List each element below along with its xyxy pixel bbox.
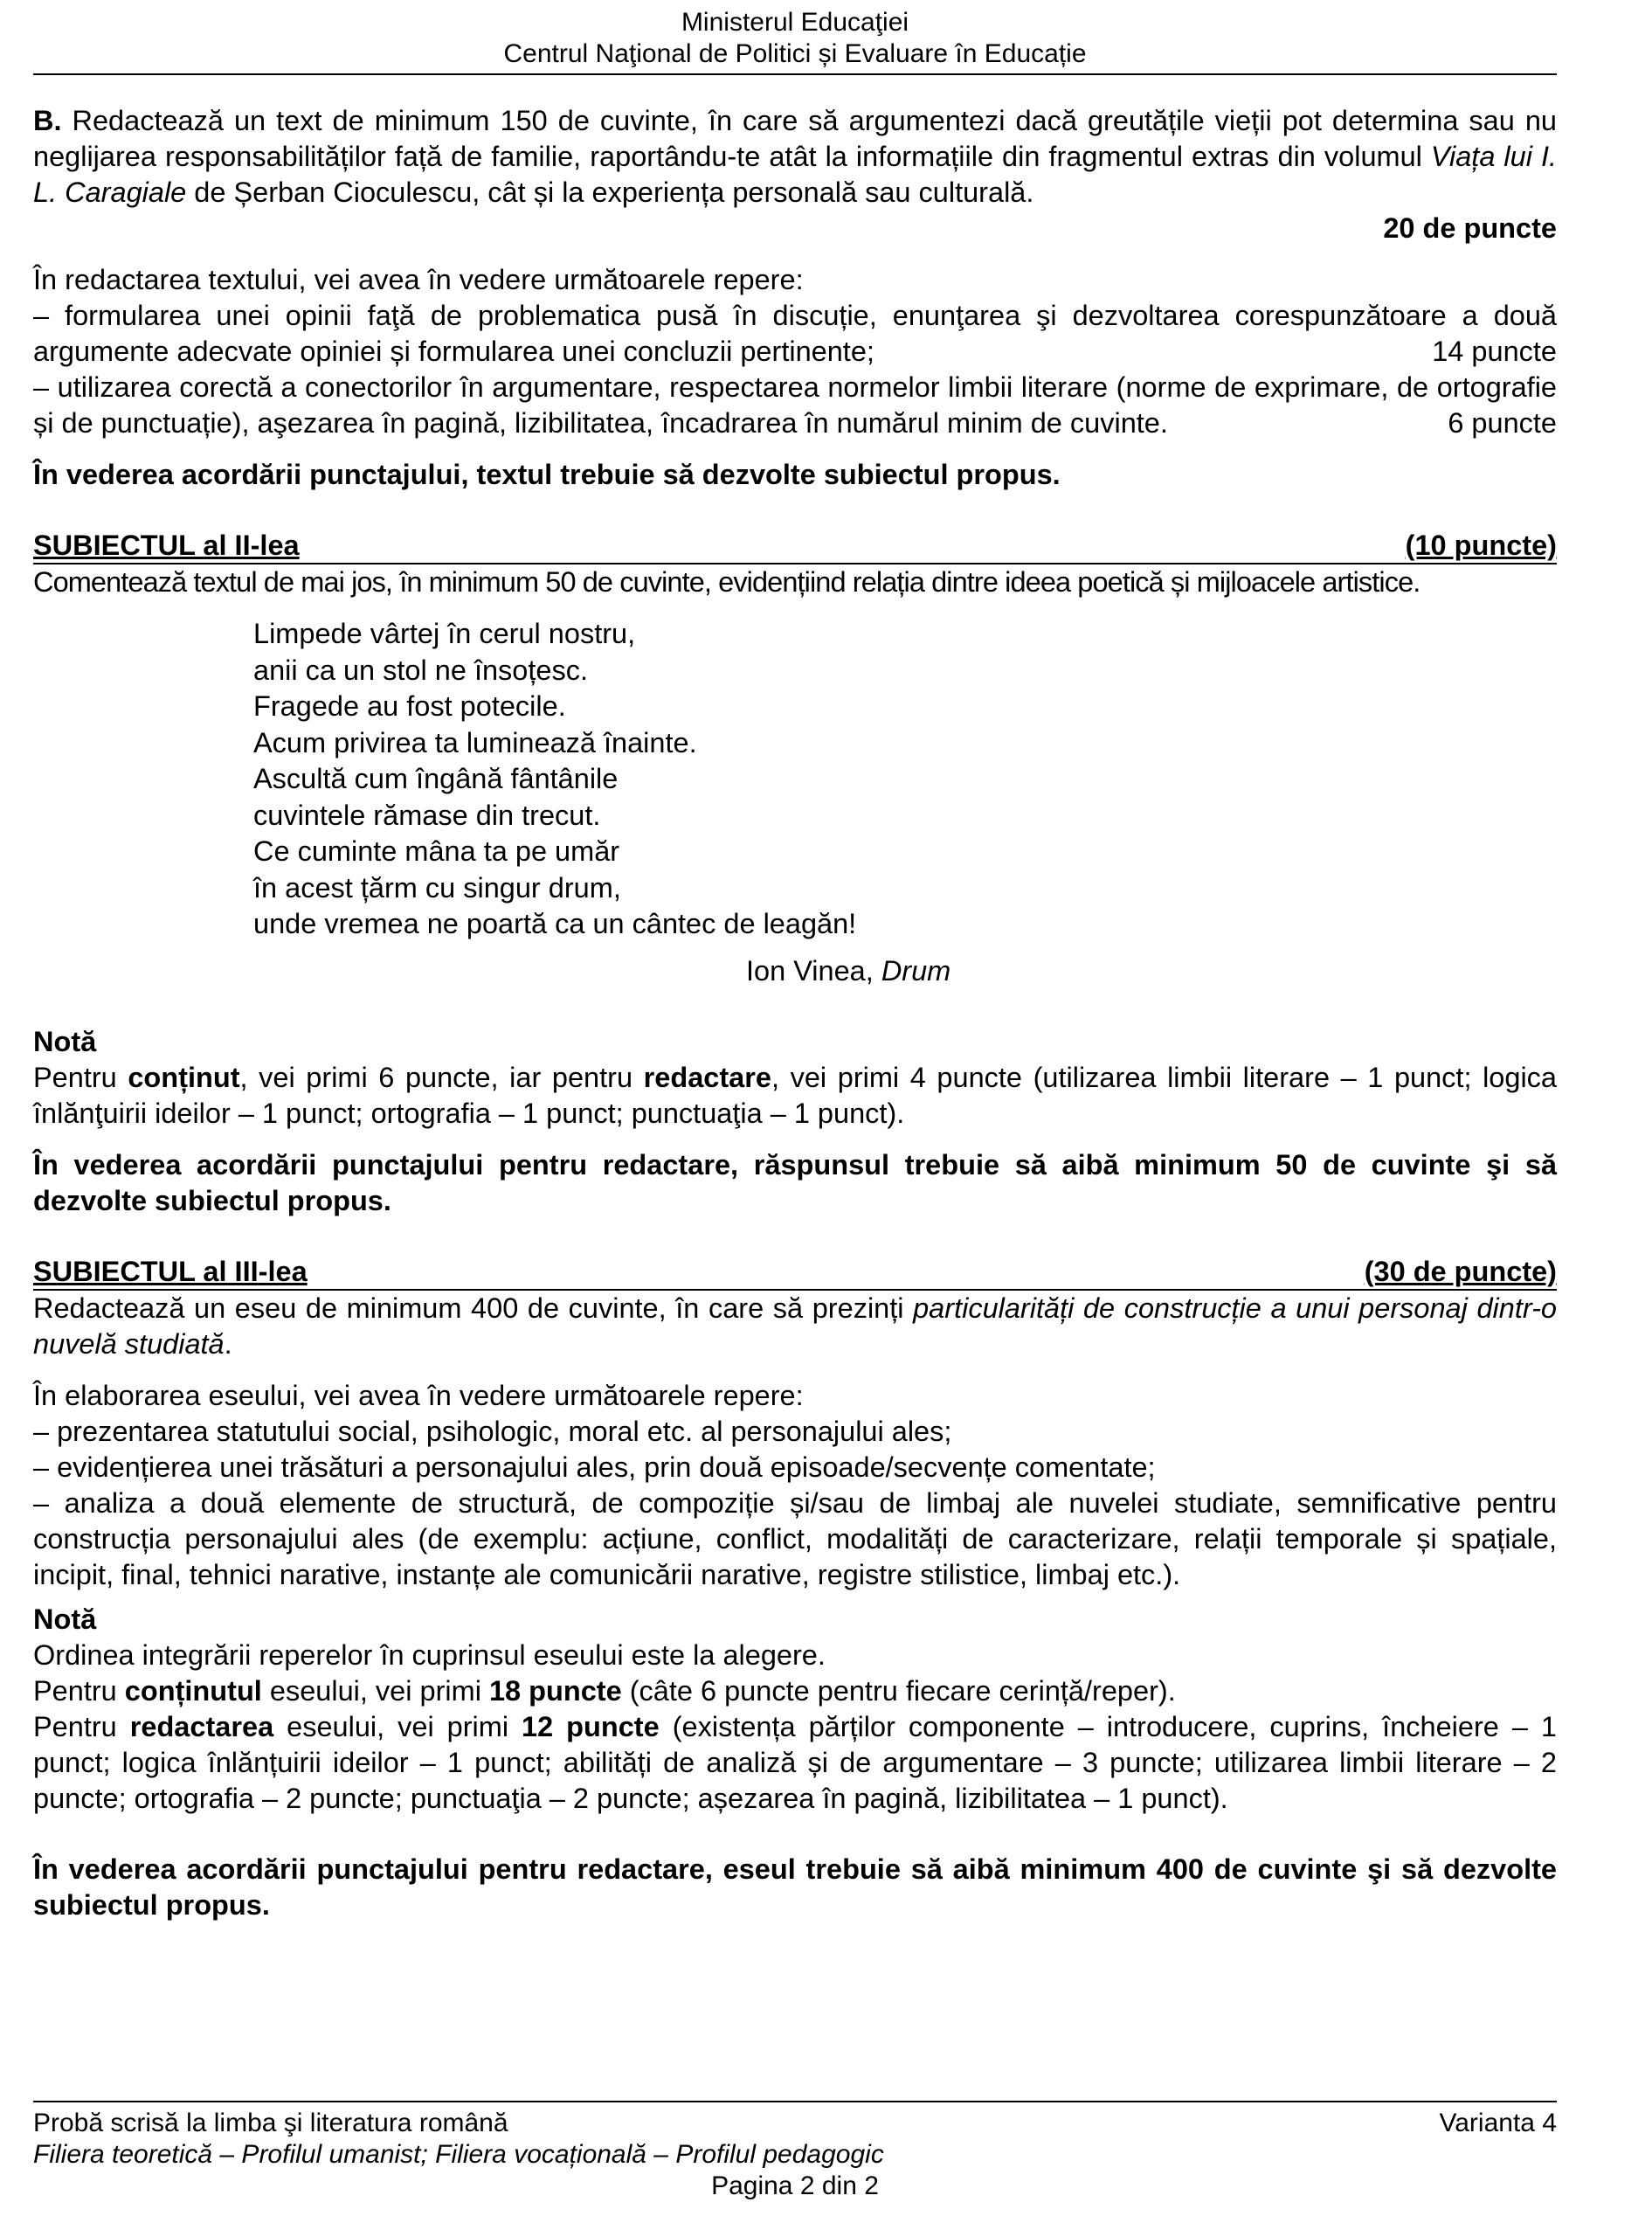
poem-line: în acest țărm cu singur drum, — [253, 871, 621, 904]
exam-name: Probă scrisă la limba şi literatura română — [33, 2109, 508, 2137]
part-b-item2: – utilizarea corectă a conectorilor în argumentare, respectarea normelor limbii literare (norme de exprimare, de ortografie și de punctuație), aşezarea în pagină, lizibilitatea, încadrarea în numărul minim de cuvinte. 6 puncte — [33, 370, 1557, 441]
poem-line: unde vremea ne poartă ca un cântec de leagăn! — [253, 908, 857, 939]
page-header — [33, 7, 1557, 75]
poem-line: cuvintele rămase din trecut. — [253, 799, 601, 831]
page-footer — [33, 2101, 1557, 2202]
subject2-note-title: Notă — [33, 1025, 97, 1057]
poem-line: Ascultă cum îngână fântânile — [253, 763, 619, 794]
document-body — [33, 103, 1557, 1923]
book-title: Viața lui I. L. Caragiale — [33, 141, 1558, 208]
subject3-note-title: Notă — [33, 1603, 97, 1635]
poem-line: Ce cuminte mâna ta pe umăr — [253, 835, 620, 867]
subject2-heading — [33, 528, 1557, 564]
variant-label: Varianta 4 — [1439, 2109, 1557, 2137]
subject3-item2: – evidențierea unei trăsături a personajului ales, prin două episoade/secvențe comentate; — [33, 1451, 1156, 1483]
subject2-title: SUBIECTUL al II-lea — [33, 530, 300, 561]
subject3-warning: În vederea acordării punctajului pentru redactare, eseul trebuie să aibă minimum 400 de cuvinte şi să dezvolte subiectul propus. — [33, 1853, 1557, 1921]
part-b-task: B. Redactează un text de minimum 150 de cuvinte, în care să argumentezi dacă greutățile vieții pot determina sau nu neglijarea responsabilităților față de familie, raportându-te atât la informațiile din fragmentul extras din volumul Viața lui I. L. Caragiale de Șerban Cioculescu, cât și la experiența personală sau culturală. — [33, 105, 1558, 208]
page-number: Pagina 2 din 2 — [711, 2171, 879, 2200]
subject3-note3: Pentru redactarea eseului, vei primi 12 puncte (existența părților componente – introducere, cuprins, încheiere – 1 punct; logica înlănțuirii ideilor – 1 punct; abilități de analiză și de argumentare – 3 puncte; utilizarea limbii literare – 2 puncte; ortografia – 2 puncte; punctuaţia – 2 puncte; așezarea în pagină, lizibilitatea – 1 punct). — [33, 1710, 1557, 1814]
poem-attribution: Ion Vinea, Drum — [746, 954, 951, 987]
poem-title: Drum — [881, 954, 951, 987]
poem-line: Acum privirea ta luminează înainte. — [253, 726, 697, 758]
subject3-intro: În elaborarea eseului, vei avea în vedere următoarele repere: — [33, 1379, 804, 1411]
subject2-warning: În vederea acordării punctajului pentru redactare, răspunsul trebuie să aibă minimum 50 de cuvinte şi să dezvolte subiectul propus. — [33, 1148, 1557, 1216]
subject3-title: SUBIECTUL al III-lea — [33, 1255, 308, 1287]
center-name: Centrul Naţional de Politici și Evaluare în Educație — [503, 39, 1087, 68]
part-b-points: 20 de puncte — [1383, 212, 1557, 244]
subject3-note1: Ordinea integrării reperelor în cuprinsul eseului este la alegere. — [33, 1638, 826, 1671]
subject3-note2: Pentru conținutul eseului, vei primi 18 puncte (câte 6 puncte pentru fiecare cerință/reper). — [33, 1674, 1176, 1707]
poem-line: Limpede vârtej în cerul nostru, — [253, 618, 636, 649]
poem — [253, 616, 1557, 943]
part-b-intro: În redactarea textului, vei avea în vedere următoarele repere: — [33, 264, 804, 295]
subject3-heading — [33, 1254, 1557, 1291]
item2-points: 6 puncte — [1448, 407, 1557, 439]
subject3-item3: – analiza a două elemente de structură, de compoziție și/sau de limbaj ale nuvelei studiate, semnificative pentru construcția personajului ales (de exemplu: acțiune, conflict, modalități de caracterizare, relații temporale și spațiale, incipit, final, tehnici narative, instanțe ale comunicării narative, registre stilistice, limbaj etc.). — [33, 1486, 1557, 1590]
part-b-warning: În vederea acordării punctajului, textul trebuie să dezvolte subiectul propus. — [33, 459, 1061, 490]
part-b-label: B. — [33, 105, 62, 136]
track-label: Filiera teoretică – Profilul umanist; Filiera vocațională – Profilul pedagogic — [33, 2140, 884, 2169]
part-b-item1: – formularea unei opinii faţă de problematica pusă în discuție, enunţarea şi dezvoltarea corespunzătoare a două argumente adecvate opiniei și formularea unei concluzii pertinente; 14 puncte — [33, 298, 1557, 370]
ministry-name: Ministerul Educaţiei — [681, 8, 909, 37]
subject3-item1: – prezentarea statutului social, psihologic, moral etc. al personajului ales; — [33, 1415, 952, 1447]
subject3-task: Redactează un eseu de minimum 400 de cuvinte, în care să prezinți particularități de construcție a unui personaj dintr-o nuvelă studiată. — [33, 1292, 1557, 1360]
subject2-note: Pentru conținut, vei primi 6 puncte, iar pentru redactare, vei primi 4 puncte (utilizarea limbii literare – 1 punct; logica înlănţuirii ideilor – 1 punct; ortografia – 1 punct; punctuaţia – 1 punct). — [33, 1061, 1557, 1129]
subject2-task: Comentează textul de mai jos, în minimum 50 de cuvinte, evidențiind relația dintre ideea poetică și mijloacele artistice. — [33, 566, 1420, 598]
subject3-points: (30 de puncte) — [1364, 1255, 1557, 1287]
poem-line: Fragede au fost potecile. — [253, 690, 566, 722]
poem-line: anii ca un stol ne însoțesc. — [253, 654, 589, 686]
item1-points: 14 puncte — [1432, 336, 1557, 367]
subject2-points: (10 puncte) — [1405, 530, 1557, 561]
